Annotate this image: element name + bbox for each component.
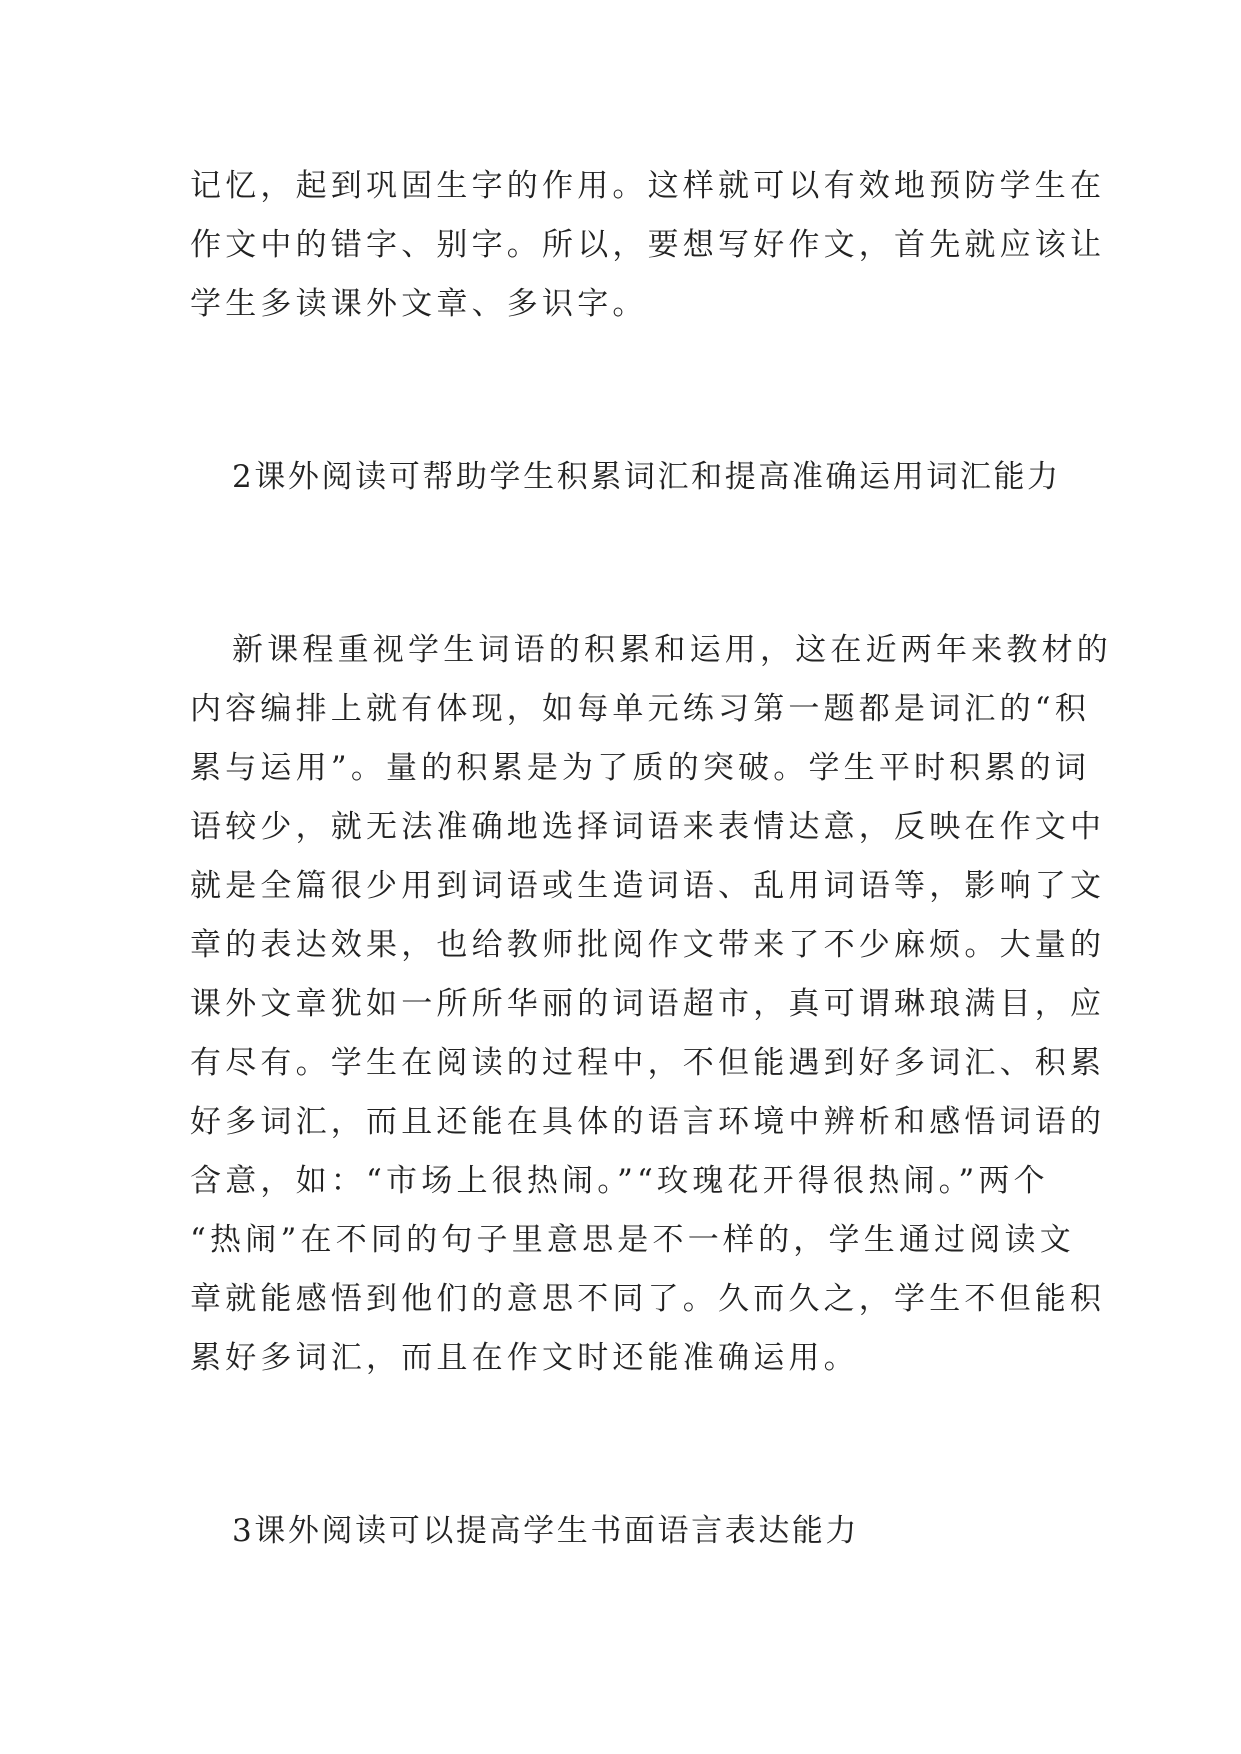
- paragraph-line: 含意，如：“市场上很热闹。”“玫瑰花开得很热闹。”两个: [190, 1163, 1049, 1199]
- paragraph-line: 章就能感悟到他们的意思不同了。久而久之，学生不但能积: [190, 1281, 1106, 1317]
- paragraph-line: 作文中的错字、别字。所以，要想写好作文，首先就应该让: [190, 227, 1106, 263]
- paragraph-line: “热闹”在不同的句子里意思是不一样的，学生通过阅读文: [190, 1222, 1075, 1258]
- paragraph-line: 有尽有。学生在阅读的过程中，不但能遇到好多词汇、积累: [190, 1045, 1106, 1081]
- paragraph-line: 学生多读课外文章、多识字。: [190, 286, 648, 322]
- paragraph-line: 累与运用”。量的积累是为了质的突破。学生平时积累的词: [190, 750, 1091, 786]
- paragraph-line: 课外文章犹如一所所华丽的词语超市，真可谓琳琅满目，应: [190, 986, 1106, 1022]
- paragraph-line: 内容编排上就有体现，如每单元练习第一题都是词汇的“积: [190, 691, 1091, 727]
- paragraph-line: 章的表达效果，也给教师批阅作文带来了不少麻烦。大量的: [190, 927, 1106, 963]
- paragraph-line: 语较少，就无法准确地选择词语来表情达意，反映在作文中: [190, 809, 1106, 845]
- section-heading-2: 2课外阅读可帮助学生积累词汇和提高准确运用词汇能力: [232, 459, 1061, 495]
- paragraph-line: 累好多词汇，而且在作文时还能准确运用。: [190, 1340, 859, 1376]
- paragraph-line: 就是全篇很少用到词语或生造词语、乱用词语等，影响了文: [190, 868, 1106, 904]
- section-heading-3: 3课外阅读可以提高学生书面语言表达能力: [232, 1513, 860, 1549]
- paragraph-line: 记忆，起到巩固生字的作用。这样就可以有效地预防学生在: [190, 168, 1106, 204]
- paragraph-line: 好多词汇，而且还能在具体的语言环境中辨析和感悟词语的: [190, 1104, 1106, 1140]
- paragraph-line: 新课程重视学生词语的积累和运用，这在近两年来教材的: [232, 632, 1112, 668]
